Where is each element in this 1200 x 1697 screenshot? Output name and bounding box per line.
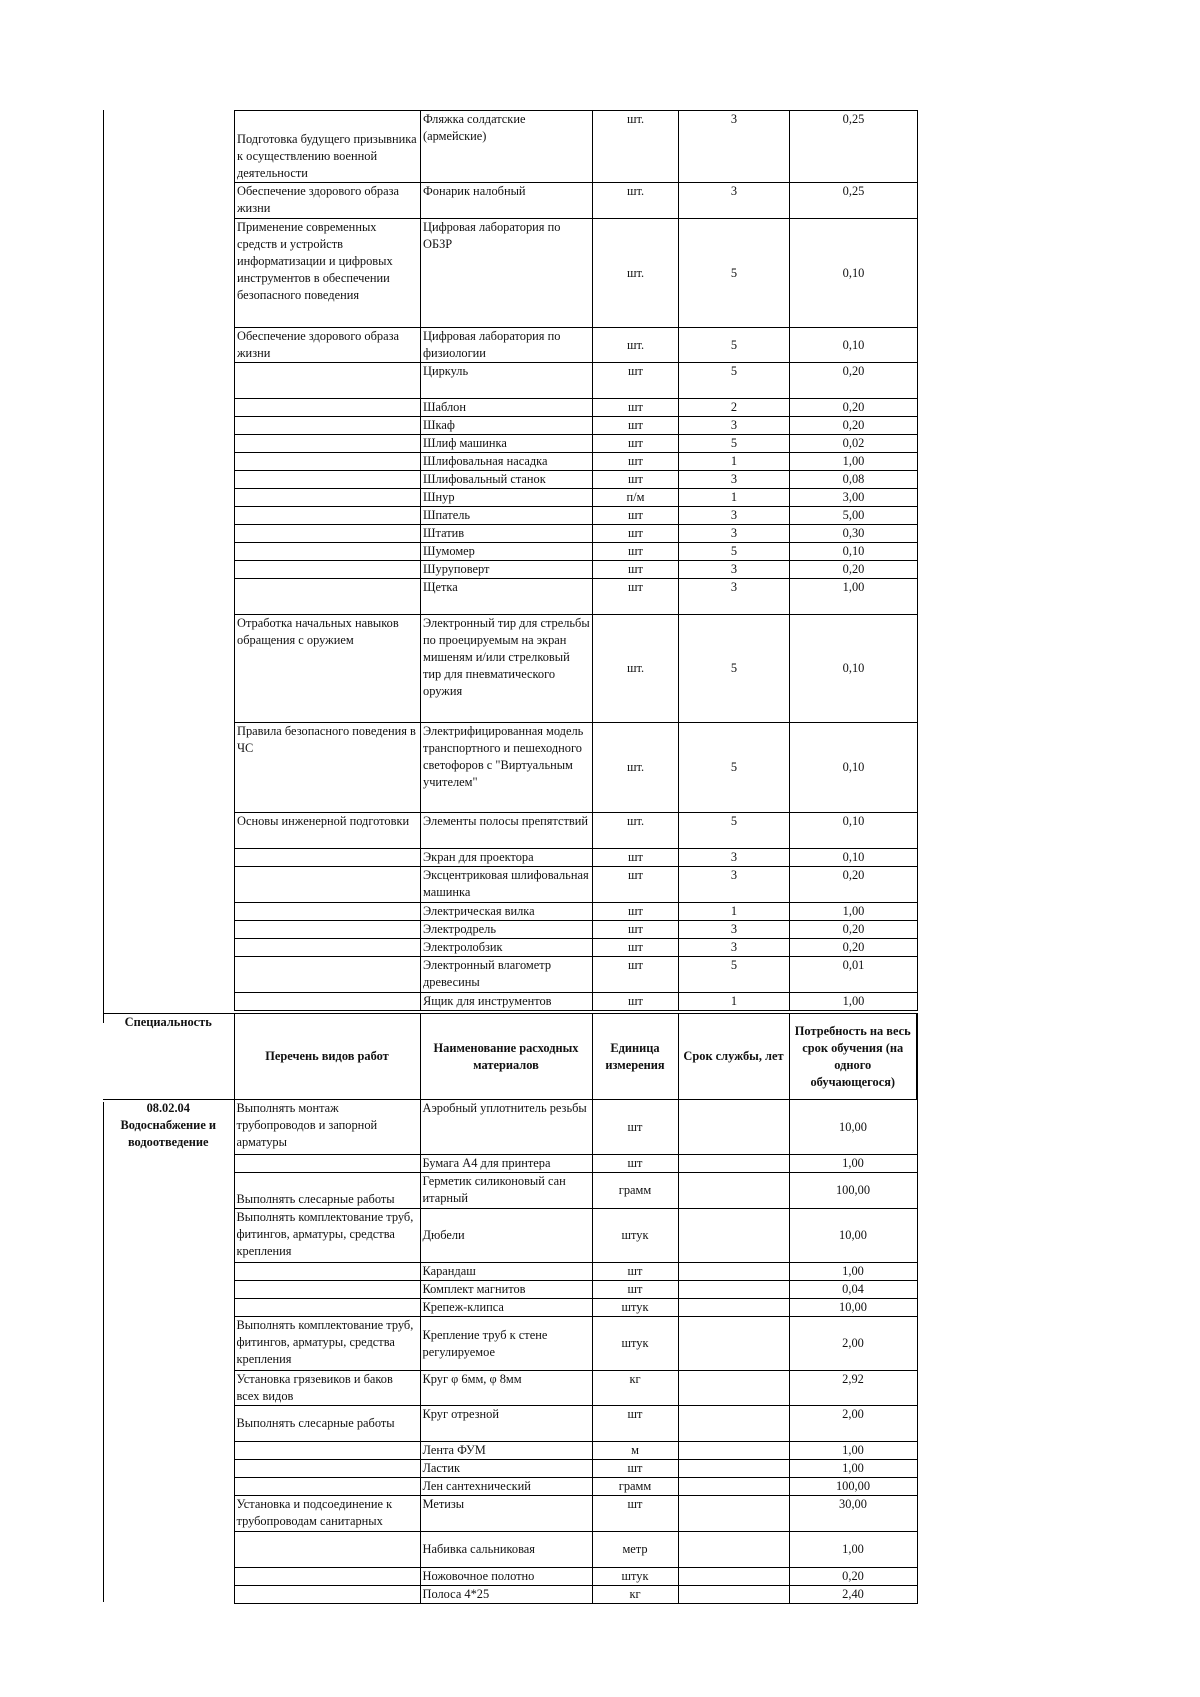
work-type-cell: [235, 399, 421, 417]
material-cell: Карандаш: [420, 1263, 592, 1281]
life-cell: 5: [679, 363, 790, 399]
need-cell: 1,00: [789, 1263, 917, 1281]
table-row: [235, 615, 918, 723]
unit-cell: шт: [593, 399, 679, 417]
material-cell: Герметик силиконовый сан итарный: [420, 1173, 592, 1209]
work-type-cell: [234, 1442, 420, 1460]
need-cell: 2,92: [789, 1371, 917, 1406]
life-cell: 3: [679, 849, 790, 867]
unit-cell: шт: [593, 435, 679, 453]
unit-cell: шт: [593, 921, 679, 939]
need-cell: 0,20: [790, 417, 918, 435]
work-type-cell: [235, 525, 421, 543]
unit-cell: шт: [593, 507, 679, 525]
material-cell: Элементы полосы препятствий: [421, 813, 593, 849]
table-row: [235, 579, 918, 615]
unit-cell: шт: [592, 1281, 678, 1299]
material-cell: Круг φ 6мм, φ 8мм: [420, 1371, 592, 1406]
life-cell: 3: [679, 561, 790, 579]
life-cell: 5: [679, 615, 790, 723]
life-cell: 3: [679, 507, 790, 525]
material-cell: Аэробный уплотнитель резьбы: [420, 1100, 592, 1155]
life-cell: [678, 1299, 789, 1317]
life-cell: 5: [679, 219, 790, 328]
materials-table-part2: [103, 1013, 918, 1604]
unit-cell: шт: [593, 453, 679, 471]
unit-cell: шт: [593, 867, 679, 903]
table-row: [235, 525, 918, 543]
material-cell: Полоса 4*25: [420, 1586, 592, 1604]
life-cell: 3: [679, 417, 790, 435]
material-cell: Фляжка солдатские (армейские): [421, 111, 593, 183]
unit-cell: штук: [592, 1568, 678, 1586]
life-cell: 3: [679, 525, 790, 543]
header-service-life: Срок службы, лет: [678, 1014, 789, 1100]
unit-cell: кг: [592, 1371, 678, 1406]
unit-cell: шт: [593, 579, 679, 615]
material-cell: Электродрель: [421, 921, 593, 939]
need-cell: 2,40: [789, 1586, 917, 1604]
need-cell: 10,00: [789, 1209, 917, 1263]
life-cell: 2: [679, 399, 790, 417]
unit-cell: шт: [593, 957, 679, 993]
need-cell: 1,00: [790, 579, 918, 615]
need-cell: 0,02: [790, 435, 918, 453]
table-header-row: [103, 1014, 917, 1100]
table-row: [235, 903, 918, 921]
work-type-cell: [235, 507, 421, 525]
left-border-line: [103, 110, 104, 1023]
life-cell: 5: [679, 957, 790, 993]
work-type-cell: [234, 1155, 420, 1173]
work-type-cell: [235, 579, 421, 615]
need-cell: 0,10: [790, 328, 918, 363]
need-cell: 0,10: [790, 849, 918, 867]
header-specialty: Специальность: [103, 1014, 234, 1100]
table-row: [235, 471, 918, 489]
unit-cell: шт: [592, 1460, 678, 1478]
need-cell: 0,01: [790, 957, 918, 993]
table-row: [235, 561, 918, 579]
life-cell: 1: [679, 489, 790, 507]
life-cell: 5: [679, 723, 790, 813]
material-cell: Электролобзик: [421, 939, 593, 957]
need-cell: 0,10: [790, 615, 918, 723]
unit-cell: шт.: [593, 723, 679, 813]
table-row: [235, 363, 918, 399]
life-cell: [678, 1263, 789, 1281]
work-type-cell: Установка грязевиков и баков всех видов: [234, 1371, 420, 1406]
life-cell: 1: [679, 993, 790, 1011]
life-cell: [678, 1478, 789, 1496]
need-cell: 100,00: [789, 1173, 917, 1209]
work-type-cell: [235, 435, 421, 453]
need-cell: 1,00: [789, 1532, 917, 1568]
life-cell: 3: [679, 111, 790, 183]
header-materials: Наименование расходных материалов: [420, 1014, 592, 1100]
unit-cell: шт.: [593, 615, 679, 723]
unit-cell: шт: [593, 471, 679, 489]
material-cell: Электронный влагометр древесины: [421, 957, 593, 993]
material-cell: Шлифовальный станок: [421, 471, 593, 489]
unit-cell: шт: [592, 1100, 678, 1155]
life-cell: [678, 1406, 789, 1442]
unit-cell: шт: [593, 543, 679, 561]
table-row: [235, 111, 918, 183]
material-cell: Лен сантехнический: [420, 1478, 592, 1496]
material-cell: Бумага А4 для принтера: [420, 1155, 592, 1173]
need-cell: 1,00: [790, 903, 918, 921]
life-cell: [678, 1317, 789, 1371]
work-type-cell: [235, 993, 421, 1011]
life-cell: [678, 1155, 789, 1173]
work-type-cell: [234, 1478, 420, 1496]
material-cell: Шумомер: [421, 543, 593, 561]
life-cell: 1: [679, 453, 790, 471]
need-cell: 0,30: [790, 525, 918, 543]
life-cell: [678, 1100, 789, 1155]
unit-cell: грамм: [592, 1478, 678, 1496]
material-cell: Эксцентриковая шлифовальная машинка: [421, 867, 593, 903]
material-cell: Ящик для инструментов: [421, 993, 593, 1011]
life-cell: [678, 1532, 789, 1568]
material-cell: Штатив: [421, 525, 593, 543]
unit-cell: метр: [592, 1532, 678, 1568]
material-cell: Шнур: [421, 489, 593, 507]
life-cell: 5: [679, 435, 790, 453]
table-row: [235, 399, 918, 417]
unit-cell: п/м: [593, 489, 679, 507]
table-row: [235, 813, 918, 849]
unit-cell: шт.: [593, 183, 679, 219]
life-cell: [678, 1568, 789, 1586]
need-cell: 0,20: [790, 399, 918, 417]
life-cell: 3: [679, 921, 790, 939]
table-row: [235, 921, 918, 939]
unit-cell: шт.: [593, 111, 679, 183]
unit-cell: штук: [592, 1299, 678, 1317]
need-cell: 0,25: [790, 111, 918, 183]
unit-cell: шт: [593, 849, 679, 867]
table-row: [235, 993, 918, 1011]
need-cell: 1,00: [789, 1460, 917, 1478]
table-row: [235, 723, 918, 813]
unit-cell: штук: [592, 1317, 678, 1371]
work-type-cell: [234, 1460, 420, 1478]
need-cell: 0,10: [790, 723, 918, 813]
material-cell: Ластик: [420, 1460, 592, 1478]
table-row: [235, 939, 918, 957]
material-cell: Крепеж-клипса: [420, 1299, 592, 1317]
life-cell: [678, 1209, 789, 1263]
materials-table-part1: [234, 110, 918, 1011]
life-cell: 5: [679, 543, 790, 561]
work-type-cell: [235, 453, 421, 471]
life-cell: [678, 1281, 789, 1299]
material-cell: Метизы: [420, 1496, 592, 1532]
material-cell: Дюбели: [420, 1209, 592, 1263]
unit-cell: шт: [593, 993, 679, 1011]
work-type-cell: Выполнять комплектование труб, фитингов, арматуры, средства крепления: [234, 1317, 420, 1371]
unit-cell: кг: [592, 1586, 678, 1604]
material-cell: Комплект магнитов: [420, 1281, 592, 1299]
unit-cell: шт: [593, 363, 679, 399]
material-cell: Фонарик налобный: [421, 183, 593, 219]
work-type-cell: Выполнять комплектование труб, фитингов, арматуры, средства крепления: [234, 1209, 420, 1263]
table-row: [103, 1100, 917, 1155]
work-type-cell: [235, 417, 421, 435]
header-work-types: Перечень видов работ: [234, 1014, 420, 1100]
need-cell: 2,00: [789, 1406, 917, 1442]
work-type-cell: [235, 471, 421, 489]
need-cell: 2,00: [789, 1317, 917, 1371]
material-cell: Шуруповерт: [421, 561, 593, 579]
table-row: [235, 507, 918, 525]
table-row: [235, 435, 918, 453]
work-type-cell: [235, 489, 421, 507]
need-cell: 0,20: [790, 939, 918, 957]
need-cell: 0,10: [790, 813, 918, 849]
life-cell: 3: [679, 471, 790, 489]
work-type-cell: [235, 543, 421, 561]
need-cell: 0,04: [789, 1281, 917, 1299]
table-row: [235, 489, 918, 507]
work-type-cell: Выполнять слесарные работы: [234, 1173, 420, 1209]
header-unit: Единица измерения: [592, 1014, 678, 1100]
need-cell: 100,00: [789, 1478, 917, 1496]
table-row: [235, 543, 918, 561]
life-cell: 1: [679, 903, 790, 921]
work-type-cell: [235, 957, 421, 993]
table-row: [235, 219, 918, 328]
need-cell: 1,00: [789, 1155, 917, 1173]
life-cell: [678, 1460, 789, 1478]
need-cell: 0,20: [790, 867, 918, 903]
need-cell: 5,00: [790, 507, 918, 525]
material-cell: Циркуль: [421, 363, 593, 399]
work-type-cell: [235, 561, 421, 579]
material-cell: Лента ФУМ: [420, 1442, 592, 1460]
material-cell: Цифровая лаборатория по ОБЗР: [421, 219, 593, 328]
material-cell: Шпатель: [421, 507, 593, 525]
work-type-cell: [234, 1299, 420, 1317]
material-cell: Круг отрезной: [420, 1406, 592, 1442]
life-cell: 5: [679, 813, 790, 849]
work-type-cell: Применение современных средств и устройств информатизации и цифровых инструментов в обеспечении безопасного поведения: [235, 219, 421, 328]
table-row: [235, 417, 918, 435]
unit-cell: шт: [593, 903, 679, 921]
work-type-cell: Обеспечение здорового образа жизни: [235, 183, 421, 219]
work-type-cell: [234, 1586, 420, 1604]
work-type-cell: Выполнять слесарные работы: [234, 1406, 420, 1442]
life-cell: [678, 1586, 789, 1604]
unit-cell: шт: [593, 561, 679, 579]
work-type-cell: [235, 849, 421, 867]
need-cell: 1,00: [789, 1442, 917, 1460]
unit-cell: штук: [592, 1209, 678, 1263]
work-type-cell: Правила безопасного поведения в ЧС: [235, 723, 421, 813]
material-cell: Ножовочное полотно: [420, 1568, 592, 1586]
need-cell: 10,00: [789, 1100, 917, 1155]
material-cell: Шкаф: [421, 417, 593, 435]
table-row: [235, 867, 918, 903]
unit-cell: шт: [592, 1263, 678, 1281]
life-cell: [678, 1371, 789, 1406]
unit-cell: шт.: [593, 219, 679, 328]
work-type-cell: [235, 903, 421, 921]
table-row: [235, 453, 918, 471]
unit-cell: шт.: [593, 328, 679, 363]
table-row: [235, 849, 918, 867]
work-type-cell: Подготовка будущего призывника к осуществлению военной деятельности: [235, 111, 421, 183]
need-cell: 1,00: [790, 993, 918, 1011]
material-cell: Набивка сальниковая: [420, 1532, 592, 1568]
work-type-cell: [234, 1532, 420, 1568]
need-cell: 3,00: [790, 489, 918, 507]
need-cell: 0,20: [790, 921, 918, 939]
material-cell: Крепление труб к стене регулируемое: [420, 1317, 592, 1371]
work-type-cell: Основы инженерной подготовки: [235, 813, 421, 849]
work-type-cell: [234, 1281, 420, 1299]
work-type-cell: [235, 867, 421, 903]
need-cell: 0,08: [790, 471, 918, 489]
material-cell: Шлифовальная насадка: [421, 453, 593, 471]
unit-cell: шт: [593, 417, 679, 435]
unit-cell: шт.: [593, 813, 679, 849]
work-type-cell: [235, 921, 421, 939]
unit-cell: м: [592, 1442, 678, 1460]
table-row: [235, 183, 918, 219]
material-cell: Электронный тир для стрельбы по проецируемым на экран мишеням и/или стрелковый тир для пневматического оружия: [421, 615, 593, 723]
life-cell: [678, 1173, 789, 1209]
work-type-cell: Установка и подсоединение к трубопроводам санитарных: [234, 1496, 420, 1532]
material-cell: Электрическая вилка: [421, 903, 593, 921]
work-type-cell: [235, 363, 421, 399]
unit-cell: шт: [593, 939, 679, 957]
life-cell: [678, 1496, 789, 1532]
need-cell: 30,00: [789, 1496, 917, 1532]
unit-cell: шт: [592, 1496, 678, 1532]
work-type-cell: [234, 1263, 420, 1281]
life-cell: 5: [679, 328, 790, 363]
need-cell: 0,20: [790, 363, 918, 399]
life-cell: 3: [679, 939, 790, 957]
life-cell: [678, 1442, 789, 1460]
need-cell: 0,10: [790, 543, 918, 561]
table-row: [235, 328, 918, 363]
material-cell: Экран для проектора: [421, 849, 593, 867]
material-cell: Электрифицированная модель транспортного и пешеходного светофоров с "Виртуальным учителем": [421, 723, 593, 813]
work-type-cell: [234, 1568, 420, 1586]
work-type-cell: [235, 939, 421, 957]
need-cell: 0,25: [790, 183, 918, 219]
unit-cell: грамм: [592, 1173, 678, 1209]
life-cell: 3: [679, 183, 790, 219]
work-type-cell: Обеспечение здорового образа жизни: [235, 328, 421, 363]
header-need: Потребность на весь срок обучения (на одного обучающегося): [789, 1014, 917, 1100]
table-row: [235, 957, 918, 993]
material-cell: Щетка: [421, 579, 593, 615]
specialty-cell: 08.02.04 Водоснабжение и водоотведение: [103, 1100, 234, 1604]
unit-cell: шт: [592, 1406, 678, 1442]
need-cell: 0,20: [790, 561, 918, 579]
unit-cell: шт: [593, 525, 679, 543]
material-cell: Шаблон: [421, 399, 593, 417]
need-cell: 10,00: [789, 1299, 917, 1317]
life-cell: 3: [679, 579, 790, 615]
material-cell: Шлиф машинка: [421, 435, 593, 453]
need-cell: 0,20: [789, 1568, 917, 1586]
material-cell: Цифровая лаборатория по физиологии: [421, 328, 593, 363]
life-cell: 3: [679, 867, 790, 903]
need-cell: 0,10: [790, 219, 918, 328]
unit-cell: шт: [592, 1155, 678, 1173]
work-type-cell: Выполнять монтаж трубопроводов и запорной арматуры: [234, 1100, 420, 1155]
work-type-cell: Отработка начальных навыков обращения с оружием: [235, 615, 421, 723]
need-cell: 1,00: [790, 453, 918, 471]
